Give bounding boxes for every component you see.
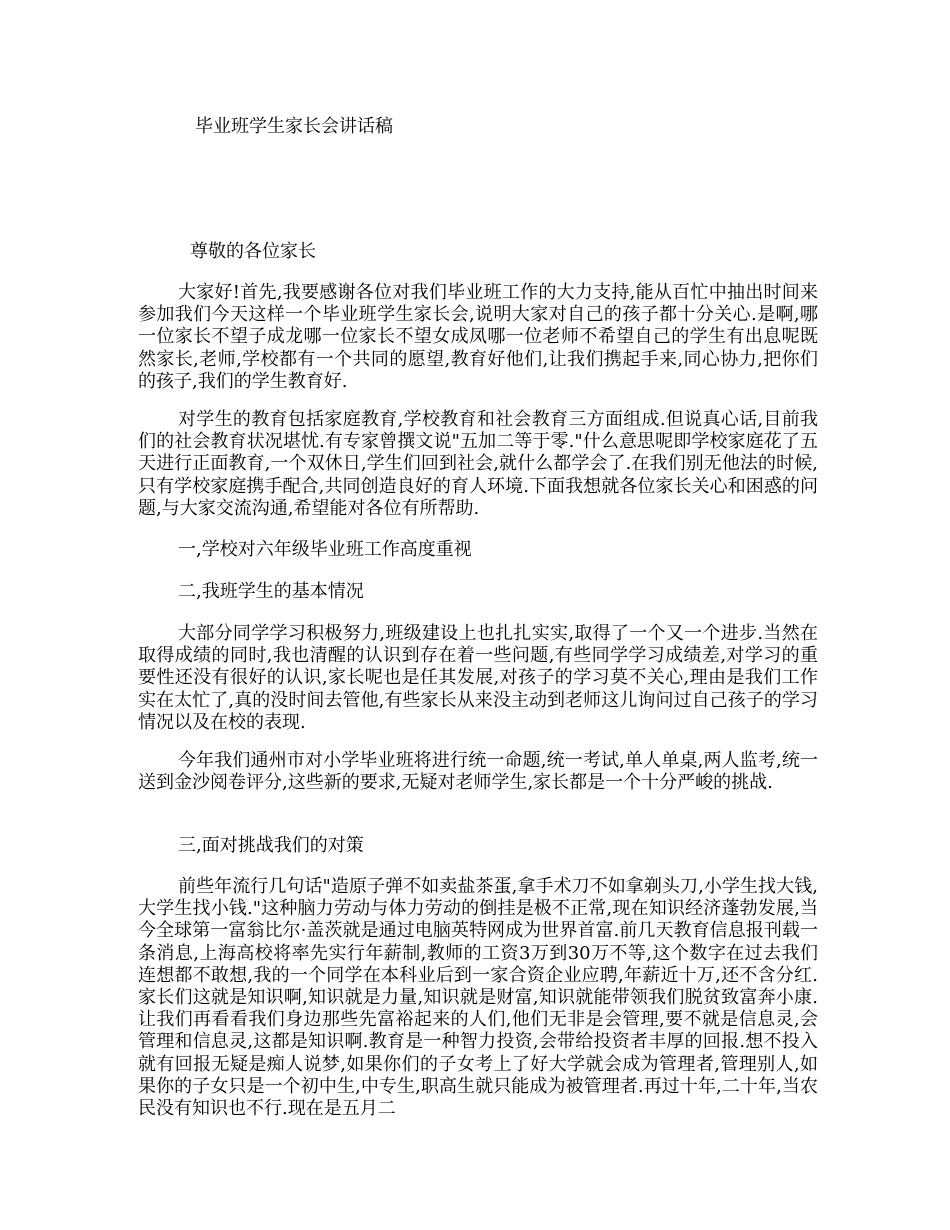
salutation: 尊敬的各位家长 xyxy=(190,241,316,262)
paragraph-education: 对学生的教育包括家庭教育,学校教育和社会教育三方面组成.但说真心话,目前我们的社会教育状况堪忧.有专家曾撰文说"五加二等于零."什么意思呢即学校家庭花了五天进行正面教育,一个双休日,学生们回到社会,就什么都学会了.在我们别无他法的时候,只有学校家庭携手配合,共同创造良好的育人环境.下面我想就各位家长关心和困惑的问题,与大家交流沟通,希望能对各位有所帮助. xyxy=(138,409,818,519)
document-title: 毕业班学生家长会讲话稿 xyxy=(195,116,393,137)
paragraph-opening: 大家好!首先,我要感谢各位对我们毕业班工作的大力支持,能从百忙中抽出时间来参加我们今天这样一个毕业班学生家长会,说明大家对自己的孩子都十分关心.是啊,哪一位家长不望子成龙哪一位家长不望女成凤哪一位老师不希望自己的学生有出息呢既然家长,老师,学校都有一个共同的愿望,教育好他们,让我们携起手来,同心协力,把你们的孩子,我们的学生教育好. xyxy=(138,282,818,392)
paragraph-knowledge-value: 前些年流行几句话"造原子弹不如卖盐茶蛋,拿手术刀不如拿剃头刀,小学生找大钱,大学生找小钱."这种脑力劳动与体力劳动的倒挂是极不正常,现在知识经济蓬勃发展,当今全球第一富翁比尔·盖茨就是通过电脑英特网成为世界首富.前几天教育信息报刊载一条消息,上海高校将率先实行年薪制,教师的工资3万到30万不等,这个数字在过去我们连想都不敢想,我的一个同学在本科业后到一家合资企业应聘,年薪近十万,还不含分红.家长们这就是知识啊,知识就是力量,知识就是财富,知识就能带领我们脱贫致富奔小康.让我们再看看我们身边那些先富裕起来的人们,他们无非是会管理,要不就是信息灵,会管理和信息灵,这都是知识啊.教育是一种智力投资,会带给投资者丰厚的回报.想不投入就有回报无疑是痴人说梦,如果你们的子女考上了好大学就会成为管理者,管理别人,如果你的子女只是一个初中生,中专生,职高生就只能成为被管理者.再过十年,二十年,当农民没有知识也不行.现在是五月二 xyxy=(138,876,818,1120)
section-heading-2: 二,我班学生的基本情况 xyxy=(178,581,364,602)
paragraph-class-situation: 大部分同学学习积极努力,班级建设上也扎扎实实,取得了一个又一个进步.当然在取得成绩的同时,我也清醒的认识到存在着一些问题,有些同学学习成绩差,对学习的重要性还没有很好的认识,家长呢也是任其发展,对孩子的学习莫不关心,理由是我们工作实在太忙了,真的没时间去管他,有些家长从来没主动到老师这儿询问过自己孩子的学习情况以及在校的表现. xyxy=(138,623,818,733)
section-heading-1: 一,学校对六年级毕业班工作高度重视 xyxy=(178,539,472,560)
paragraph-exam-reform: 今年我们通州市对小学毕业班将进行统一命题,统一考试,单人单桌,两人监考,统一送到金沙阅卷评分,这些新的要求,无疑对老师学生,家长都是一个十分严峻的挑战. xyxy=(138,750,818,794)
section-heading-3: 三,面对挑战我们的对策 xyxy=(178,835,364,856)
